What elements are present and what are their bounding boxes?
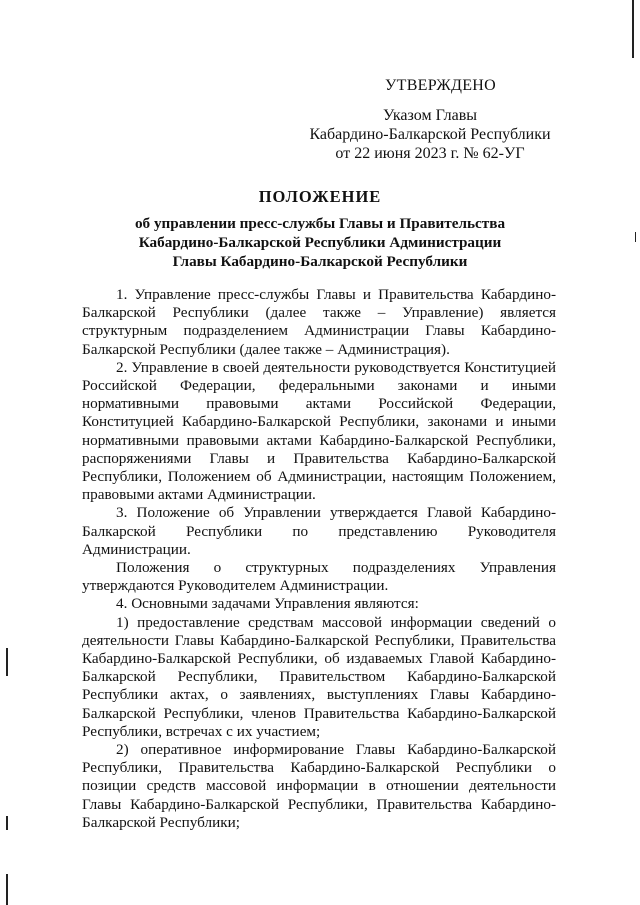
approval-line-decree: Указом Главы: [382, 107, 478, 124]
subtitle-line-1: об управлении пресс-службы Главы и Правительства: [134, 215, 506, 232]
scan-edge-mark-top-right: [632, 0, 634, 58]
document-body: [82, 286, 556, 832]
document-subtitle: [60, 214, 580, 271]
document-title: ПОЛОЖЕНИЕ: [258, 187, 382, 206]
approval-line-republic: Кабардино-Балкарской Республики: [309, 126, 551, 143]
scan-edge-mark-left-1: [6, 648, 8, 676]
paragraph-3-note: Положения о структурных подразделениях Управления утверждаются Руководителем Администрации.: [82, 559, 556, 595]
paragraph-4-item-1: 1) предоставление средствам массовой информации сведений о деятельности Главы Кабардино-Балкарской Республики, Правительства Кабардино-Балкарской Республики, об издаваемых Главой Кабардино-Балкарской Республики, Правительством Кабардино-Балкарской Республики актах, о заявлениях, выступлениях Главы Кабардино-Балкарской Республики, членов Правительства Кабардино-Балкарской Республики, встречах с их участием;: [82, 613, 556, 740]
scan-edge-mark-left-3: [6, 874, 8, 905]
paragraph-1: 1. Управление пресс-службы Главы и Правительства Кабардино-Балкарской Республики (далее также – Управление) является структурным подразделением Администрации Главы Кабардино-Балкарской Республики (далее также – Администрация).: [82, 286, 556, 358]
paragraph-4: 4. Основными задачами Управления являются:: [116, 595, 419, 613]
subtitle-line-2: Кабардино-Балкарской Республики Администрации: [138, 234, 502, 251]
approval-stamp: УТВЕРЖДЕНО: [385, 77, 497, 94]
scan-edge-mark-right: [635, 232, 636, 242]
subtitle-line-3: Главы Кабардино-Балкарской Республики: [172, 253, 468, 270]
paragraph-2: 2. Управление в своей деятельности руководствуется Конституцией Российской Федерации, федеральными законами и иными нормативными правовыми актами Российской Федерации, Конституцией Кабардино-Балкарской Республики, законами и иными нормативными правовыми актами Кабардино-Балкарской Республики, распоряжениями Главы и Правительства Кабардино-Балкарской Республики, Положением об Администрации, настоящим Положением, правовыми актами Администрации.: [82, 358, 556, 504]
approval-line-date: от 22 июня 2023 г. № 62-УГ: [335, 145, 525, 162]
approval-block: [300, 76, 560, 163]
scan-edge-mark-left-2: [6, 816, 8, 830]
paragraph-4-item-2: 2) оперативное информирование Главы Кабардино-Балкарской Республики, Правительства Кабардино-Балкарской Республики о позиции средств массовой информации в отношении деятельности Главы Кабардино-Балкарской Республики, Правительства Кабардино-Балкарской Республики;: [82, 741, 556, 831]
paragraph-3: 3. Положение об Управлении утверждается Главой Кабардино-Балкарской Республики по представлению Руководителя Администрации.: [82, 504, 556, 558]
